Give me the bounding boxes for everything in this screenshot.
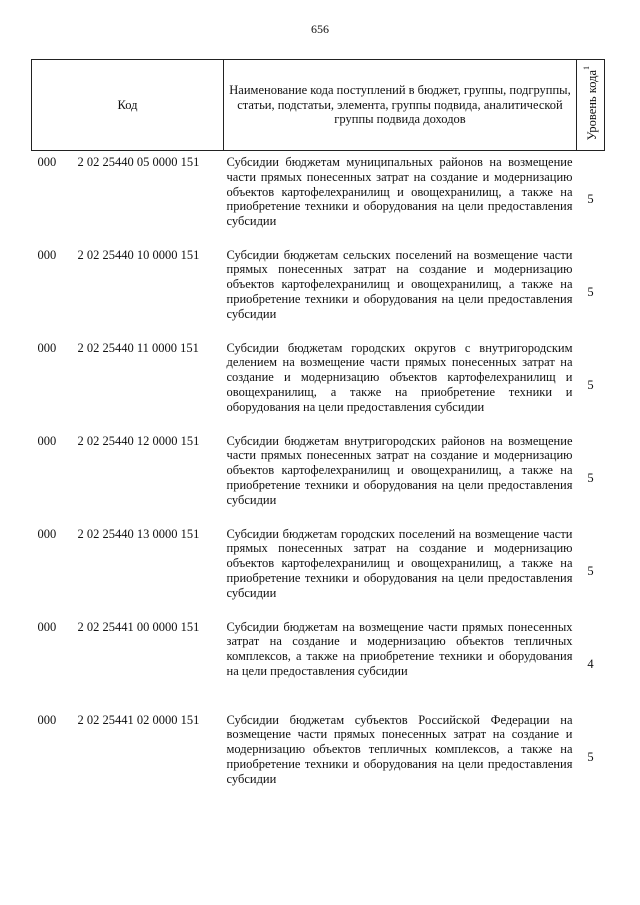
table-row (32, 430, 605, 523)
admin-code: 000 (37, 433, 57, 448)
name-cell: Субсидии бюджетам внутригородских районов на возмещение части прямых понесенных затрат на создание и модернизацию объектов картофелехранилищ и овощехранилищ, а также на приобретение техники и оборудования на цели предоставления субсидии (226, 433, 573, 507)
header-name: Наименование кода поступлений в бюджет, группы, подгруппы, статьи, подстатьи, элемента, группы подвида, аналитической группы подвида доходов (224, 60, 577, 151)
level-cell: 5 (587, 563, 594, 578)
code-cell (32, 337, 224, 430)
admin-code: 000 (37, 247, 57, 262)
budget-code: 2 02 25440 13 0000 151 (77, 526, 200, 541)
admin-code: 000 (37, 526, 57, 541)
budget-code: 2 02 25440 10 0000 151 (77, 247, 200, 262)
admin-code: 000 (37, 340, 57, 355)
table-row (32, 709, 605, 802)
code-cell (32, 430, 224, 523)
table-row (32, 337, 605, 430)
level-cell: 5 (587, 470, 594, 485)
table-row (32, 616, 605, 709)
budget-code: 2 02 25441 02 0000 151 (77, 712, 200, 727)
code-cell (32, 616, 224, 709)
budget-code: 2 02 25440 12 0000 151 (77, 433, 200, 448)
level-cell: 4 (587, 656, 594, 671)
code-cell (32, 709, 224, 802)
header-level (577, 60, 605, 151)
level-cell: 5 (587, 749, 594, 764)
name-cell: Субсидии бюджетам муниципальных районов на возмещение части прямых понесенных затрат на создание и модернизацию объектов картофелехранилищ и овощехранилищ, а также на приобретение техники и оборудования на цели предоставления субсидии (226, 155, 573, 228)
name-cell: Субсидии бюджетам субъектов Российской Федерации на возмещение части прямых понесенных затрат на создание и модернизацию объектов тепличных комплексов, а также на приобретение техники и оборудования на цели предоставления субсидии (226, 712, 573, 786)
page-number: 656 (311, 22, 329, 36)
table-row (32, 151, 605, 244)
name-cell: Субсидии бюджетам сельских поселений на возмещение части прямых понесенных затрат на создание и модернизацию объектов картофелехранилищ и овощехранилищ, а также на приобретение техники и оборудования на цели предоставления субсидии (226, 247, 573, 321)
level-cell: 5 (587, 191, 594, 206)
revenue-codes-table (31, 59, 605, 802)
name-cell: Субсидии бюджетам на возмещение части прямых понесенных затрат на создание и модернизацию объектов тепличных комплексов, а также на приобретение техники и оборудования на цели предоставления субсидии (226, 619, 573, 678)
budget-code: 2 02 25440 11 0000 151 (77, 340, 199, 355)
table-row (32, 244, 605, 337)
code-cell (32, 523, 224, 616)
header-code: Код (32, 60, 224, 151)
budget-code: 2 02 25441 00 0000 151 (77, 619, 200, 634)
table-header (32, 60, 605, 151)
admin-code: 000 (37, 155, 57, 169)
code-cell (32, 151, 224, 244)
name-cell: Субсидии бюджетам городских округов с внутригородским делением на возмещение части прямых понесенных затрат на создание и модернизацию объектов картофелехранилищ и овощехранилищ, а также на приобретение техники и оборудования на цели предоставления субсидии (226, 340, 573, 414)
table-body (32, 151, 605, 802)
admin-code: 000 (37, 619, 57, 634)
budget-code: 2 02 25440 05 0000 151 (77, 155, 200, 169)
header-level-footnote: 1 (581, 65, 591, 70)
level-cell: 5 (587, 377, 594, 392)
header-level-label: Уровень кода$^1$ (581, 65, 599, 141)
admin-code: 000 (37, 712, 57, 727)
code-cell (32, 244, 224, 337)
level-cell: 5 (587, 284, 594, 299)
name-cell: Субсидии бюджетам городских поселений на возмещение части прямых понесенных затрат на создание и модернизацию объектов картофелехранилищ и овощехранилищ, а также на приобретение техники и оборудования на цели предоставления субсидии (226, 526, 573, 600)
table-row (32, 523, 605, 616)
